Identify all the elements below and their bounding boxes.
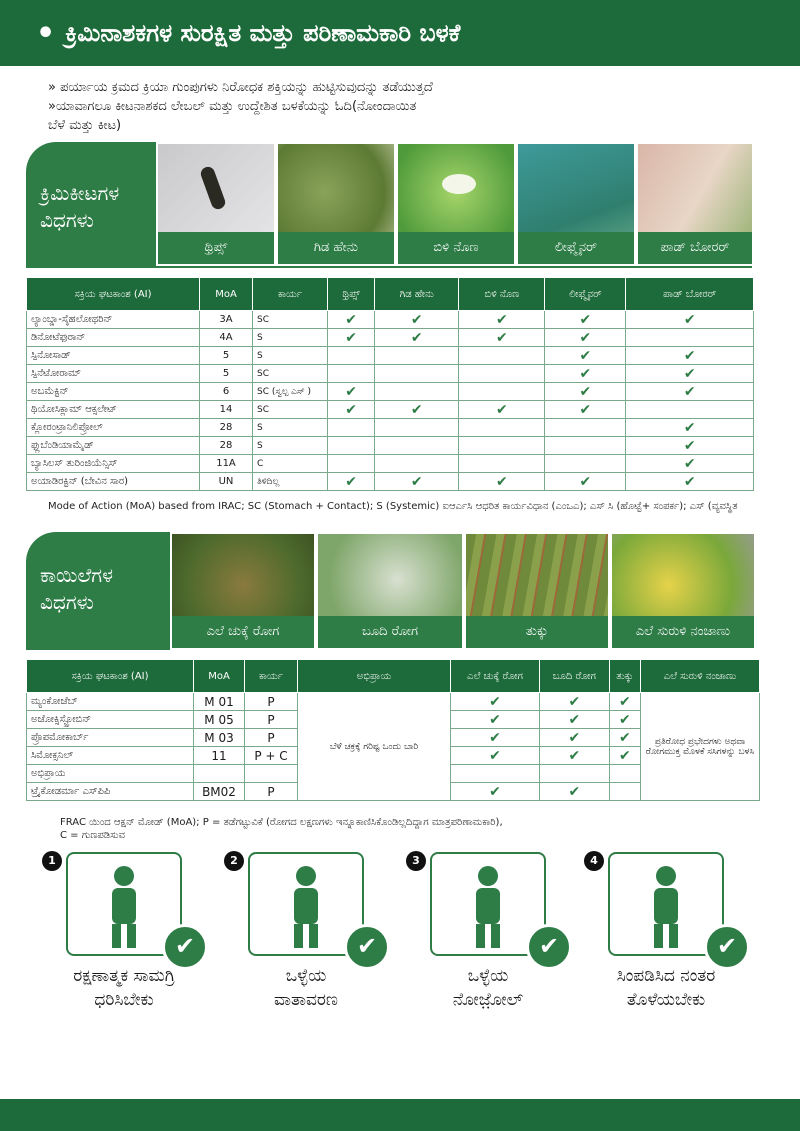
checkmark-icon: ✔: [704, 924, 750, 970]
page-header: [0, 0, 800, 66]
check-icon: ✔: [609, 693, 640, 711]
table-cell: [459, 347, 545, 365]
disease-image-powdery: [316, 532, 464, 650]
pest-image-whitefly: [396, 142, 516, 266]
table-row: [27, 401, 754, 419]
table-cell: S: [253, 437, 328, 455]
table-cell: [609, 765, 640, 783]
table-cell: 3A: [200, 311, 253, 329]
table-row: [27, 455, 754, 473]
check-icon: ✔: [328, 311, 375, 329]
caption-line: ಒಳ್ಳೆಯ: [285, 966, 327, 986]
check-icon: ✔: [626, 365, 754, 383]
check-icon: ✔: [545, 365, 626, 383]
table-cell: 6: [200, 383, 253, 401]
table-cell: 4A: [200, 329, 253, 347]
table-cell: [626, 401, 754, 419]
table-cell: ಸಿಮೋಕ್ಸನಿಲ್: [27, 747, 194, 765]
pest-image-podborer: [636, 142, 754, 266]
table-cell: [245, 765, 298, 783]
table-cell: P: [245, 783, 298, 801]
check-icon: ✔: [626, 347, 754, 365]
table-cell: ಪ್ರೊಪಮೋಕಾರ್ಬ್: [27, 729, 194, 747]
table-cell: ತಿಳಿದಿಲ್ಲ: [253, 473, 328, 491]
check-icon: ✔: [451, 693, 540, 711]
step-number: 2: [224, 851, 244, 871]
bullet-icon: •: [36, 15, 56, 51]
intro-line-3: ಬೆಳೆ ಮತ್ತು ಕೀಟ): [48, 118, 122, 133]
table-row: [27, 437, 754, 455]
table-cell: ಲ್ಯಾಂಬ್ಡಾ-ಸೈಹಲೋಥರಿನ್: [27, 311, 200, 329]
note-line-1: FRAC ಯಿಂದ ಆಕ್ಷನ್ ಮೋಡ್ (MoA); P = ತಡೆಗಟ್ಟುವಿಕೆ (ರೋಗದ ಲಕ್ಷಣಗಳು ಇನ್ನೂಕಾಣಿಸಿಕೊಂಡಿಲ್ಲದಿದ್ದಾಗ ಮಾತ್ರಪರಿಣಾಮಕಾರಿ),: [60, 817, 503, 828]
check-icon: ✔: [375, 329, 459, 347]
image-caption: ಎಲೆ ಸುರುಳಿ ನಂಜಾಣು: [612, 616, 754, 648]
page-title: ಕ್ರಿಮಿನಾಶಕಗಳ ಸುರಕ್ಷಿತ ಮತ್ತು ಪರಿಣಾಮಕಾರಿ ಬಳಕೆ: [65, 19, 461, 47]
check-icon: ✔: [626, 437, 754, 455]
disease-heading: ಕಾಯಿಲೆಗಳ ವಿಧಗಳು: [40, 563, 113, 614]
table-cell: [375, 383, 459, 401]
check-icon: ✔: [459, 473, 545, 491]
table-cell: [328, 365, 375, 383]
table-cell: 28: [200, 437, 253, 455]
table-cell: 5: [200, 347, 253, 365]
table-cell: ಸ್ಪಿನೋಸಾಡ್: [27, 347, 200, 365]
caption-line: ರಕ್ಷಣಾತ್ಮಕ ಸಾಮಗ್ರಿ: [73, 966, 175, 986]
image-caption: ಬೂದಿ ರೋಗ: [318, 616, 462, 648]
check-icon: ✔: [375, 473, 459, 491]
table-row: [27, 329, 754, 347]
table-cell: S: [253, 347, 328, 365]
check-icon: ✔: [545, 473, 626, 491]
col-header: ಸಕ್ರಿಯ ಘಟಕಾಂಶ (AI): [27, 278, 200, 311]
table-cell: [459, 383, 545, 401]
table-row: [27, 473, 754, 491]
caption-line: ಸಿಂಪಡಿಸಿದ ನಂತರ: [616, 966, 716, 986]
table-cell: UN: [200, 473, 253, 491]
checkmark-icon: ✔: [344, 924, 390, 970]
caption-line: ವಾತಾವರಣ: [274, 990, 338, 1010]
pest-moa-note: Mode of Action (MoA) based from IRAC; SC (Stomach + Contact); S (Systemic) ಐಆರ್ಎಸಿ ಆಧರಿತ ಕಾರ್ಯವಿಧಾನ (ಎಂಒಎ); ಎಸ್ ಸಿ (ಹೊಟ್ಟೆ+ ಸಂಪರ್ಕ); ಎಸ್ (ವ್ಯವಸ್ಥಿತ: [48, 501, 738, 512]
col-header: ಬಿಳಿ ನೊಣ: [459, 278, 545, 311]
table-cell: [539, 765, 609, 783]
table-cell: [328, 347, 375, 365]
table-cell: [609, 783, 640, 801]
image-caption: ಬಿಳಿ ನೊಣ: [398, 232, 514, 264]
safety-caption: [400, 964, 576, 1012]
safety-caption: [578, 964, 754, 1012]
table-cell: [194, 765, 245, 783]
table-cell: 14: [200, 401, 253, 419]
check-icon: ✔: [328, 329, 375, 347]
check-icon: ✔: [459, 329, 545, 347]
table-row: [27, 347, 754, 365]
col-header: ತುಕ್ಕು: [609, 660, 640, 693]
check-icon: ✔: [459, 311, 545, 329]
table-cell: [626, 329, 754, 347]
table-cell: [375, 365, 459, 383]
table-cell: ಬೆಳೆ ಚಕ್ರಕ್ಕೆ ಗರಿಷ್ಟ ಒಂದು ಬಾರಿ: [298, 693, 451, 801]
col-header: ಅಭಿಪ್ರಾಯ: [298, 660, 451, 693]
table-cell: [375, 419, 459, 437]
check-icon: ✔: [545, 347, 626, 365]
table-cell: [328, 419, 375, 437]
image-caption: ಪಾಡ್ ಬೋರರ್: [638, 232, 752, 264]
table-cell: [328, 455, 375, 473]
intro-line-1: » ಪರ್ಯಾಯ ಕ್ರಮದ ಕ್ರಿಯಾ ಗುಂಪುಗಳು ನಿರೋಧಕ ಶಕ್ತಿಯನ್ನು ಹುಟ್ಟಿಸುವುದನ್ನು ತಡೆಯುತ್ತದೆ: [48, 80, 433, 95]
check-icon: ✔: [539, 747, 609, 765]
table-row: [27, 311, 754, 329]
col-header: ಪಾಡ್ ಬೋರರ್: [626, 278, 754, 311]
check-icon: ✔: [626, 383, 754, 401]
table-cell: 5: [200, 365, 253, 383]
table-cell: P: [245, 693, 298, 711]
check-icon: ✔: [539, 711, 609, 729]
check-icon: ✔: [375, 401, 459, 419]
table-cell: [459, 365, 545, 383]
table-cell: ಅಯಾಡಿರಕ್ಟಿನ್ (ಬೇವಿನ ಸಾರ): [27, 473, 200, 491]
caption-line: ಧರಿಸಿಬೇಕು: [94, 990, 154, 1010]
table-cell: [375, 455, 459, 473]
col-header: ಕಾರ್ಯ: [245, 660, 298, 693]
image-caption: ಥ್ರಿಪ್ಸ್: [158, 232, 274, 264]
caption-line: ನೋಜ಼ೋಲ್: [452, 990, 524, 1010]
checkmark-icon: ✔: [162, 924, 208, 970]
step-number: 1: [42, 851, 62, 871]
col-header: ಎಲೆ ಸುರುಳಿ ನಂಜಾಣು: [641, 660, 760, 693]
safety-caption: [36, 964, 212, 1012]
table-cell: M 01: [194, 693, 245, 711]
disease-image-leafspot: [170, 532, 316, 650]
check-icon: ✔: [545, 401, 626, 419]
table-cell: [328, 437, 375, 455]
check-icon: ✔: [609, 729, 640, 747]
table-cell: [375, 347, 459, 365]
table-cell: ಮ್ಯಂಕೋಜೆಬ್: [27, 693, 194, 711]
pest-image-aphid: [276, 142, 396, 266]
table-cell: [545, 419, 626, 437]
table-cell: M 05: [194, 711, 245, 729]
table-cell: ಡಿನೋಟೆಫುರಾನ್: [27, 329, 200, 347]
table-cell: [459, 437, 545, 455]
disease-image-leafcurl: [610, 532, 756, 650]
check-icon: ✔: [539, 783, 609, 801]
step-number: 3: [406, 851, 426, 871]
col-header: ಬೂದಿ ರೋಗ: [539, 660, 609, 693]
col-header: ಲೀಫ್ಮೈನರ್: [545, 278, 626, 311]
image-caption: ಗಿಡ ಹೇನು: [278, 232, 394, 264]
check-icon: ✔: [609, 711, 640, 729]
check-icon: ✔: [451, 711, 540, 729]
table-cell: ಸ್ಪಿನೆಟೋರಾಮ್: [27, 365, 200, 383]
table-cell: ಪ್ರತಿರೋಧ ಪ್ರಭೇದಗಳು ಅಥವಾ ರೋಗಮುಕ್ತ ಮೊಳಕೆ ಸಸಿಗಳನ್ನು ಬಳಸಿ: [641, 693, 760, 801]
table-cell: [375, 437, 459, 455]
table-cell: ಥಿಯೋಸಿಕ್ಲಾಮ್ ಆಕ್ಸಲೇಟ್: [27, 401, 200, 419]
caption-line: ಒಳ್ಳೆಯ: [467, 966, 509, 986]
image-caption: ಎಲೆ ಚುಕ್ಕೆ ರೋಗ: [172, 616, 314, 648]
safety-caption: [218, 964, 394, 1012]
check-icon: ✔: [375, 311, 459, 329]
table-cell: [459, 455, 545, 473]
check-icon: ✔: [626, 419, 754, 437]
table-cell: [545, 455, 626, 473]
table-cell: M 03: [194, 729, 245, 747]
check-icon: ✔: [626, 455, 754, 473]
table-cell: ಅಬಮೆಕ್ಟಿನ್: [27, 383, 200, 401]
table-row: [27, 693, 760, 711]
checkmark-icon: ✔: [526, 924, 572, 970]
table-row: [27, 365, 754, 383]
col-header: MoA: [200, 278, 253, 311]
check-icon: ✔: [328, 473, 375, 491]
table-cell: ಕ್ಲೋರಂಟ್ರಾನಿಲಿಪ್ರೋಲ್: [27, 419, 200, 437]
table-cell: SC: [253, 365, 328, 383]
check-icon: ✔: [609, 747, 640, 765]
pest-image-thrips: [156, 142, 276, 266]
col-header: ಥ್ರಿಪ್ಸ್: [328, 278, 375, 311]
check-icon: ✔: [451, 747, 540, 765]
table-cell: P: [245, 711, 298, 729]
table-cell: ಅಭಿಪ್ರಾಯ: [27, 765, 194, 783]
col-header: ಗಿಡ ಹೇನು: [375, 278, 459, 311]
check-icon: ✔: [545, 311, 626, 329]
col-header: MoA: [194, 660, 245, 693]
table-header-row: [27, 660, 760, 693]
check-icon: ✔: [626, 311, 754, 329]
disease-moa-note: [60, 816, 760, 842]
table-cell: P + C: [245, 747, 298, 765]
table-cell: [459, 419, 545, 437]
table-cell: S: [253, 419, 328, 437]
table-cell: [545, 437, 626, 455]
disease-image-rust: [464, 532, 610, 650]
image-caption: ಲೀಫ್ಮೈನರ್: [518, 232, 634, 264]
table-row: [27, 419, 754, 437]
image-caption: ತುಕ್ಕು: [466, 616, 608, 648]
table-cell: [451, 765, 540, 783]
table-cell: 11A: [200, 455, 253, 473]
check-icon: ✔: [626, 473, 754, 491]
disease-table: [26, 659, 760, 801]
col-header: ಕಾರ್ಯ: [253, 278, 328, 311]
table-cell: C: [253, 455, 328, 473]
col-header: ಎಲೆ ಚುಕ್ಕೆ ರೋಗ: [451, 660, 540, 693]
table-cell: SC: [253, 311, 328, 329]
check-icon: ✔: [451, 783, 540, 801]
table-cell: S: [253, 329, 328, 347]
check-icon: ✔: [328, 401, 375, 419]
pest-table: [26, 277, 754, 491]
table-cell: SC (ಸ್ವಲ್ಪ ಎಸ್ ): [253, 383, 328, 401]
table-cell: 11: [194, 747, 245, 765]
check-icon: ✔: [459, 401, 545, 419]
intro-text: [48, 78, 748, 135]
table-cell: ಅಜೋಕ್ಸಿಸ್ಟ್ರೋಬಿನ್: [27, 711, 194, 729]
pest-heading: ಕ್ರಿಮಿಕೀಟಗಳ ವಿಧಗಳು: [40, 181, 120, 232]
table-row: [27, 383, 754, 401]
check-icon: ✔: [328, 383, 375, 401]
check-icon: ✔: [539, 693, 609, 711]
table-cell: ಬ್ಯಾಸಿಲಸ್ ತುರಿಂಜಿಯೆನ್ಸಿಸ್: [27, 455, 200, 473]
table-cell: BM02: [194, 783, 245, 801]
check-icon: ✔: [545, 329, 626, 347]
table-header-row: [27, 278, 754, 311]
table-cell: ಟ್ರೈಕೋಡರ್ಮಾ ಎಸ್‌ಪಿಪಿ: [27, 783, 194, 801]
page-footer: [0, 1099, 800, 1131]
table-cell: 28: [200, 419, 253, 437]
check-icon: ✔: [539, 729, 609, 747]
table-cell: SC: [253, 401, 328, 419]
table-cell: ಫ್ಲುಬೆಂಡಿಯಾಮೈಡ್: [27, 437, 200, 455]
intro-line-2: »ಯಾವಾಗಲೂ ಕೀಟನಾಶಕದ ಲೇಬಲ್ ಮತ್ತು ಉದ್ದೇಶಿತ ಬಳಕೆಯನ್ನು ಓದಿ(ನೋಂದಾಯಿತ: [48, 99, 417, 114]
table-cell: P: [245, 729, 298, 747]
pest-image-leafminer: [516, 142, 636, 266]
col-header: ಸಕ್ರಿಯ ಘಟಕಾಂಶ (AI): [27, 660, 194, 693]
note-line-2: C = ಗುಣಪಡಿಸುವ: [60, 830, 126, 841]
step-number: 4: [584, 851, 604, 871]
check-icon: ✔: [451, 729, 540, 747]
check-icon: ✔: [545, 383, 626, 401]
caption-line: ತೊಳೆಯಬೇಕು: [626, 990, 706, 1010]
